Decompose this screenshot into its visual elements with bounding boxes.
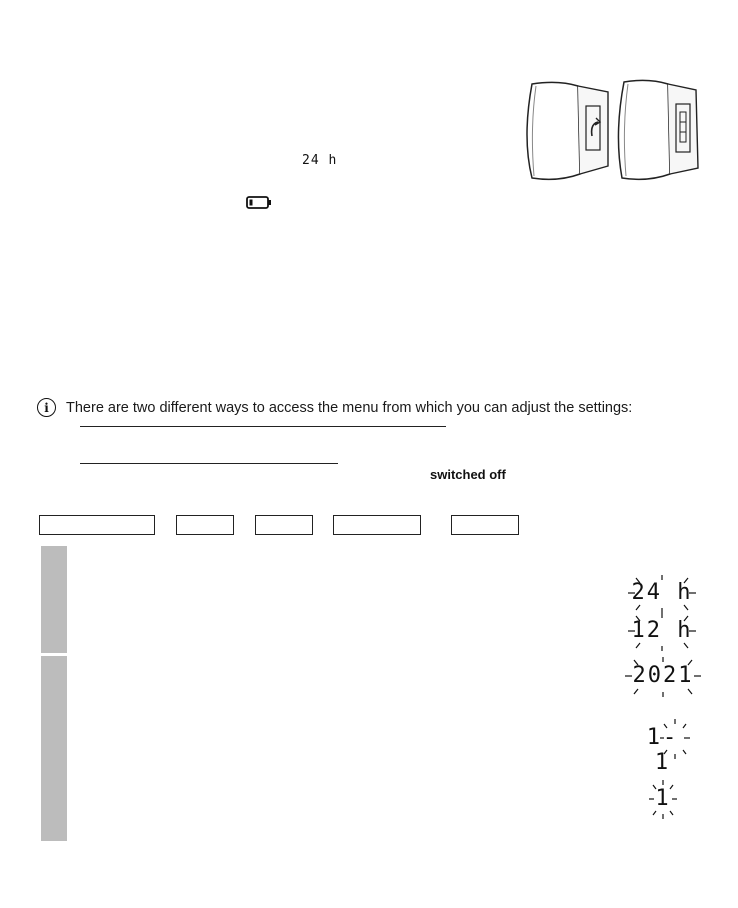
info-note-text: There are two different ways to access the menu from which you can adjust the settings: xyxy=(66,399,633,416)
button-box-4 xyxy=(333,515,421,535)
info-icon: i xyxy=(37,398,56,417)
underline-rule-2 xyxy=(80,463,338,464)
button-box-5 xyxy=(451,515,519,535)
lcd-display-month-day xyxy=(634,718,692,775)
lcd-display-24h xyxy=(626,574,698,614)
lcd-display-year xyxy=(624,656,702,698)
switched-off-label: switched off xyxy=(430,467,506,482)
button-box-2 xyxy=(176,515,234,535)
info-note xyxy=(37,398,632,417)
lcd-text-month-day: 1- 1 xyxy=(646,725,680,775)
time-format-symbol: 24 h xyxy=(302,153,338,168)
lcd-display-12h xyxy=(626,612,698,652)
lcd-text-12h: 12 h xyxy=(631,618,693,643)
lcd-text-24h: 24 h xyxy=(631,580,693,605)
step-bar-1 xyxy=(41,546,67,653)
device-illustration xyxy=(518,78,702,184)
step-bar-2 xyxy=(41,656,67,841)
battery-low-icon xyxy=(246,196,272,214)
lcd-text-year: 2021 xyxy=(632,663,694,688)
button-box-3 xyxy=(255,515,313,535)
lcd-text-day: 1 xyxy=(655,786,671,811)
button-box-1 xyxy=(39,515,155,535)
lcd-display-day xyxy=(648,780,678,820)
underline-rule-1 xyxy=(80,426,446,427)
